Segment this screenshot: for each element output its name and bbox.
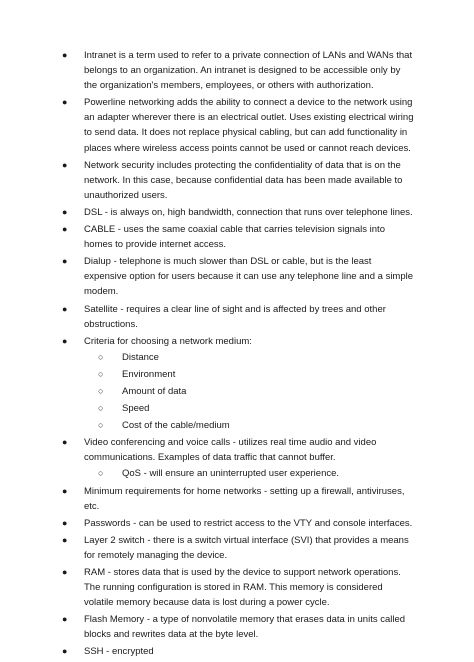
hollow-bullet-icon: ○ <box>98 420 104 431</box>
sublist-item-text: Distance <box>122 351 159 363</box>
list-item <box>62 565 414 610</box>
list-item-text: Layer 2 switch - there is a switch virtual interface (SVI) that provides a means for remotely managing the device. <box>84 534 409 561</box>
list-item <box>62 222 414 252</box>
bullet-icon: ● <box>62 97 68 108</box>
bullet-icon: ● <box>62 437 68 448</box>
bullet-icon: ● <box>62 614 68 625</box>
bullet-icon: ● <box>62 159 68 170</box>
list-item-text: Flash Memory - a type of nonvolatile memory that erases data in units called blocks and rewrites data at the byte level. <box>84 614 406 641</box>
list-item-text: Criteria for choosing a network medium: <box>84 335 252 347</box>
bullet-icon: ● <box>62 335 68 346</box>
list-item <box>62 435 414 481</box>
list-item <box>62 612 414 642</box>
sublist <box>84 466 414 481</box>
list-item-text: RAM - stores data that is used by the device to support network operations. The running configuration is stored in RAM. This memory is considered volatile memory because data is lost during a power cycle. <box>84 567 401 609</box>
sublist-item-text: Environment <box>122 368 176 380</box>
sublist-item <box>98 384 414 399</box>
list-item <box>62 533 414 563</box>
notes-list <box>62 48 414 662</box>
bullet-icon: ● <box>62 646 68 657</box>
sublist-item <box>98 466 414 481</box>
list-item <box>62 334 414 434</box>
hollow-bullet-icon: ○ <box>98 468 104 479</box>
list-item-text: SSH - encrypted <box>84 646 154 658</box>
list-item <box>62 644 414 659</box>
sublist-item-text: QoS - will ensure an uninterrupted user experience. <box>122 468 340 480</box>
sublist-item-text: Speed <box>122 403 150 415</box>
list-item <box>62 484 414 514</box>
sublist-item <box>98 401 414 416</box>
sublist-item-text: Amount of data <box>122 385 187 397</box>
list-item <box>62 48 414 93</box>
list-item-text: Passwords - can be used to restrict access to the VTY and console interfaces. <box>84 517 413 529</box>
list-item-text: Dialup - telephone is much slower than DSL or cable, but is the least expensive option for users because it can use any telephone line and a simple modem. <box>84 256 414 298</box>
bullet-icon: ● <box>62 256 68 267</box>
hollow-bullet-icon: ○ <box>98 368 104 379</box>
list-item <box>62 95 414 155</box>
sublist <box>84 350 414 433</box>
bullet-icon: ● <box>62 485 68 496</box>
list-item-text: Satellite - requires a clear line of sight and is affected by trees and other obstructions. <box>84 303 386 330</box>
list-item <box>62 302 414 332</box>
list-item <box>62 254 414 299</box>
list-item-text: Intranet is a term used to refer to a private connection of LANs and WANs that belongs to an organization. An intranet is designed to be accessible only by the organization's members, employees, or others with authorization. <box>84 50 413 92</box>
list-item-text: CABLE - uses the same coaxial cable that carries television signals into homes to provide internet access. <box>84 224 385 251</box>
hollow-bullet-icon: ○ <box>98 351 104 362</box>
sublist-item <box>98 418 414 433</box>
bullet-icon: ● <box>62 224 68 235</box>
bullet-icon: ● <box>62 206 68 217</box>
list-item-text: DSL - is always on, high bandwidth, connection that runs over telephone lines. <box>84 206 413 218</box>
list-item-text: Network security includes protecting the confidentiality of data that is on the network. In this case, because confidential data has been made available to unauthorized users. <box>84 159 403 201</box>
bullet-icon: ● <box>62 567 68 577</box>
bullet-icon: ● <box>62 517 68 528</box>
list-item <box>62 158 414 203</box>
list-item-text: Video conferencing and voice calls - utilizes real time audio and video communications. Examples of data traffic that cannot buffer. <box>84 437 377 464</box>
sublist-item <box>98 350 414 365</box>
bullet-icon: ● <box>62 50 68 60</box>
list-item-text: Powerline networking adds the ability to connect a device to the network using an adapter wherever there is an electrical outlet. Uses existing electrical wiring to send data. It does not replace physical cabling, but can add functionality in places where wireless access points cannot be used or cannot reach devices. <box>84 97 414 154</box>
list-item <box>62 516 414 531</box>
hollow-bullet-icon: ○ <box>98 403 104 414</box>
list-item-text: Minimum requirements for home networks - setting up a firewall, antiviruses, etc. <box>84 485 405 512</box>
hollow-bullet-icon: ○ <box>98 385 104 396</box>
bullet-icon: ● <box>62 303 68 314</box>
sublist-item-text: Cost of the cable/medium <box>122 420 230 432</box>
bullet-icon: ● <box>62 534 68 545</box>
sublist-item <box>98 367 414 382</box>
list-item <box>62 205 414 220</box>
